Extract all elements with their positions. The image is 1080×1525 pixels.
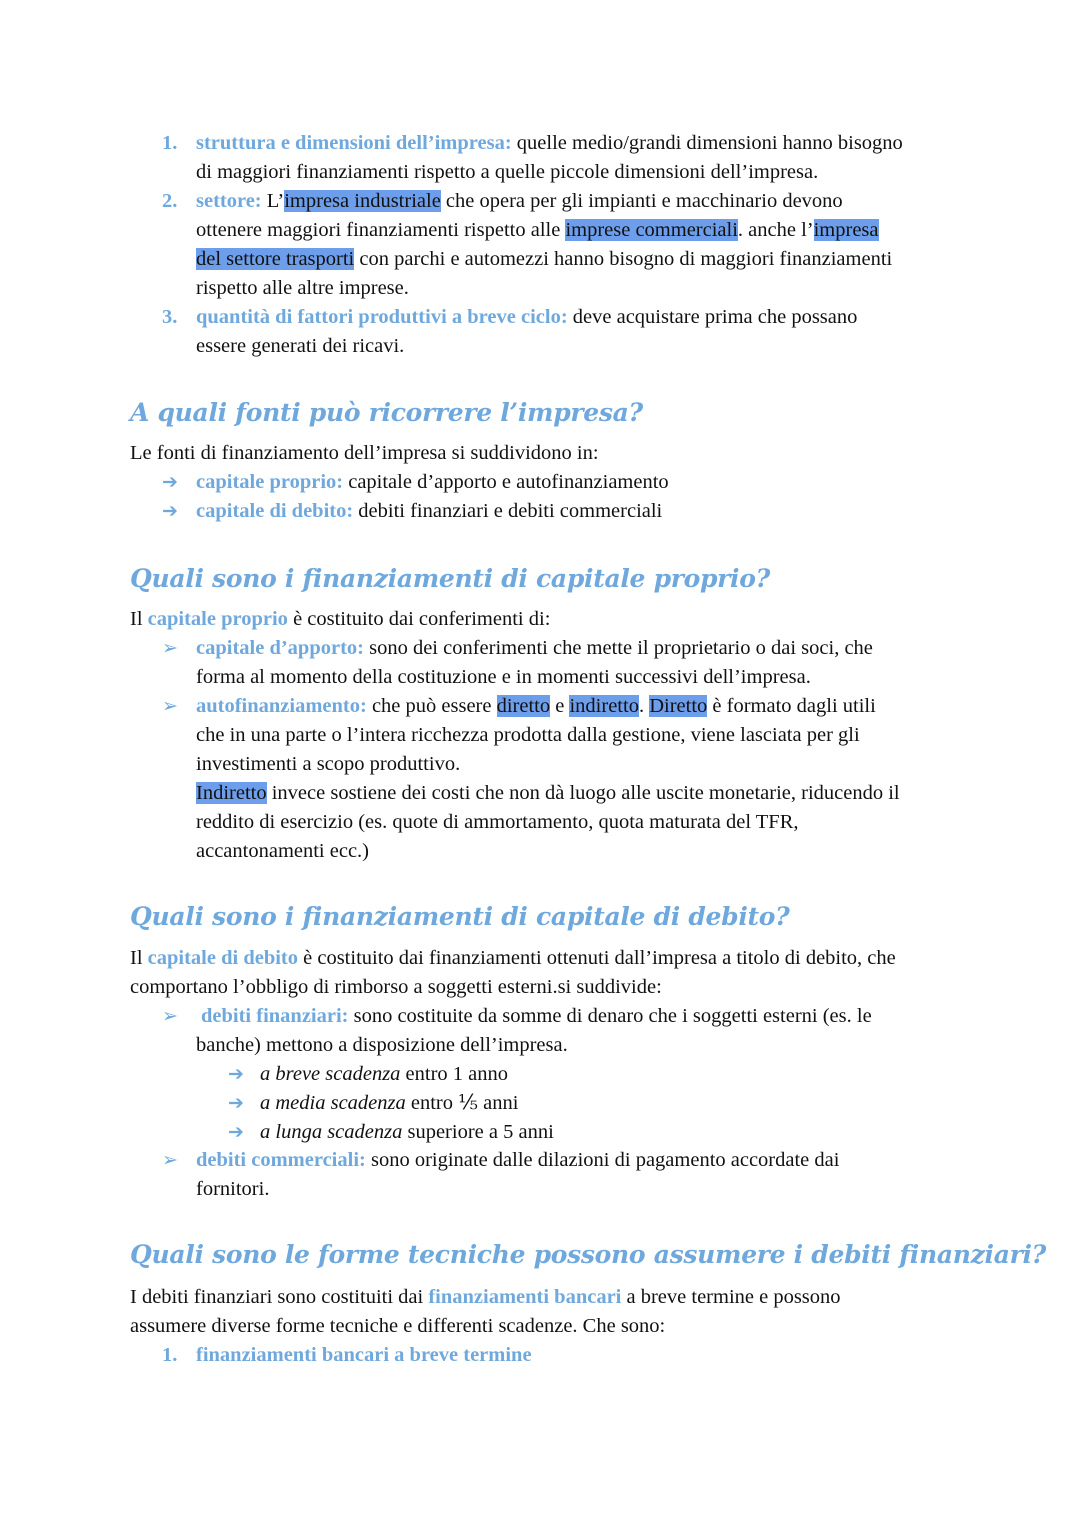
item-text: quelle medio/grandi dimensioni hanno bisogno [516, 132, 903, 154]
bullet-debiti-finanziari [201, 1002, 872, 1031]
arrowhead-icon: ➢ [162, 1149, 178, 1171]
arrowhead-icon: ➢ [162, 1005, 178, 1027]
item-text: che opera per gli impianti e macchinario devono [445, 190, 843, 212]
item-text-line: essere generati dei ricavi. [196, 335, 405, 357]
text: è costituito dai finanziamenti ottenuti dall’impresa a titolo di debito, che [303, 947, 896, 969]
arrow-icon: ➔ [228, 1121, 244, 1143]
arrow-icon: ➔ [228, 1092, 244, 1114]
bullet-text: che può essere [371, 695, 492, 717]
bullet-text-line: che in una parte o l’intera ricchezza prodotta dalla gestione, viene lasciata per gli [196, 724, 860, 746]
bullet-text-line [196, 779, 900, 808]
sub-item-media [260, 1089, 518, 1118]
text: a breve termine e possono [626, 1286, 841, 1308]
list-item-settore [196, 187, 843, 216]
item-text: L’ [266, 190, 285, 212]
item-text: con parchi e automezzi hanno bisogno di maggiori finanziamenti [359, 248, 893, 270]
paragraph-intro [130, 1283, 841, 1312]
bullet-text-line: forma al momento della costituzione e in momenti successivi dell’impresa. [196, 666, 811, 688]
highlight: impresa [813, 219, 879, 241]
bullet-text: e [555, 695, 565, 717]
bullet-capitale-proprio [196, 468, 669, 497]
paragraph-intro: Le fonti di finanziamento dell’impresa si suddividono in: [130, 442, 599, 464]
term: finanziamenti bancari [428, 1286, 622, 1308]
bullet-text-line: fornitori. [196, 1178, 270, 1200]
item-text-line [196, 216, 879, 245]
term: settore: [196, 190, 262, 212]
bullet-text-line: reddito di esercizio (es. quote di ammortamento, quota maturata del TFR, [196, 811, 799, 833]
bullet-text: capitale d’apporto e autofinanziamento [348, 471, 669, 493]
highlight: Indiretto [196, 782, 267, 804]
paragraph-line: comportano l’obbligo di rimborso a soggetti esterni.si suddivide: [130, 976, 662, 998]
heading-forme-tecniche: Quali sono le forme tecniche possono assumere i debiti finanziari? [130, 1240, 1047, 1269]
heading-capitale-proprio: Quali sono i finanziamenti di capitale proprio? [130, 564, 770, 593]
bullet-text: sono costituite da somme di denaro che i soggetti esterni (es. le [353, 1005, 872, 1027]
list-item-struttura [196, 129, 903, 158]
arrowhead-icon: ➢ [162, 637, 178, 659]
term: debiti commerciali: [196, 1149, 366, 1171]
term: struttura e dimensioni dell’impresa: [196, 132, 512, 154]
list-number: 1. [162, 132, 178, 154]
text: Il [130, 947, 143, 969]
list-number: 3. [162, 306, 178, 328]
heading-capitale-debito: Quali sono i finanziamenti di capitale di debito? [130, 902, 790, 931]
heading-fonti: A quali fonti può ricorrere l’impresa? [130, 398, 643, 427]
paragraph-line: assumere diverse forme tecniche e differenti scadenze. Che sono: [130, 1315, 666, 1337]
sub-item-breve [260, 1060, 508, 1089]
highlight: imprese commerciali [565, 219, 738, 241]
term: capitale d’apporto: [196, 637, 364, 659]
arrow-icon: ➔ [162, 471, 178, 493]
paragraph-intro [130, 605, 550, 634]
bullet-capitale-apporto [196, 634, 873, 663]
term: debiti finanziari: [201, 1005, 349, 1027]
bullet-text-line: banche) mettono a disposizione dell’impresa. [196, 1034, 568, 1056]
highlight: indiretto [569, 695, 639, 717]
paragraph-intro [130, 944, 896, 973]
item-text-line: rispetto alle altre imprese. [196, 277, 409, 299]
term: finanziamenti bancari a breve termine [196, 1344, 532, 1366]
bullet-debiti-commerciali [196, 1146, 839, 1175]
list-item-quantita [196, 303, 857, 332]
term: capitale proprio [147, 608, 288, 630]
item-text: deve acquistare prima che possano [572, 306, 858, 328]
sub-text: entro ⅕ anni [410, 1092, 519, 1114]
sub-text: entro 1 anno [405, 1063, 509, 1085]
sub-term: a media scadenza [260, 1092, 406, 1114]
term: capitale proprio: [196, 471, 344, 493]
text: è costituito dai conferimenti di: [293, 608, 551, 630]
highlight: impresa industriale [284, 190, 441, 212]
term: capitale di debito: [196, 500, 354, 522]
highlight: del settore trasporti [196, 248, 355, 270]
item-text: . anche l’ [737, 219, 814, 241]
bullet-text: è formato dagli utili [712, 695, 876, 717]
term: quantità di fattori produttivi a breve ciclo: [196, 306, 568, 328]
bullet-text-line: accantonamenti ecc.) [196, 840, 369, 862]
bullet-capitale-debito [196, 497, 662, 526]
text: I debiti finanziari sono costituiti dai [130, 1286, 424, 1308]
arrow-icon: ➔ [228, 1063, 244, 1085]
bullet-text: sono originate dalle dilazioni di pagamento accordate dai [370, 1149, 840, 1171]
sub-item-lunga [260, 1118, 554, 1147]
sub-term: a breve scadenza [260, 1063, 401, 1085]
bullet-text: debiti finanziari e debiti commerciali [358, 500, 663, 522]
bullet-text: . [638, 695, 645, 717]
term: capitale di debito [147, 947, 298, 969]
bullet-text: sono dei conferimenti che mette il proprietario o dai soci, che [369, 637, 873, 659]
text: Il [130, 608, 143, 630]
bullet-autofinanziamento [196, 692, 876, 721]
highlight: Diretto [649, 695, 708, 717]
list-number: 1. [162, 1344, 178, 1366]
term: autofinanziamento: [196, 695, 367, 717]
item-text-line [196, 245, 892, 274]
sub-term: a lunga scadenza [260, 1121, 403, 1143]
list-item-finanziamenti-bancari [196, 1341, 532, 1370]
arrow-icon: ➔ [162, 500, 178, 522]
arrowhead-icon: ➢ [162, 695, 178, 717]
item-text-line: di maggiori finanziamenti rispetto a quelle piccole dimensioni dell’impresa. [196, 161, 819, 183]
list-number: 2. [162, 190, 178, 212]
bullet-text: invece sostiene dei costi che non dà luogo alle uscite monetarie, riducendo il [271, 782, 900, 804]
sub-text: superiore a 5 anni [407, 1121, 554, 1143]
highlight: diretto [496, 695, 551, 717]
item-text: ottenere maggiori finanziamenti rispetto alle [196, 219, 561, 241]
bullet-text-line: investimenti a scopo produttivo. [196, 753, 461, 775]
